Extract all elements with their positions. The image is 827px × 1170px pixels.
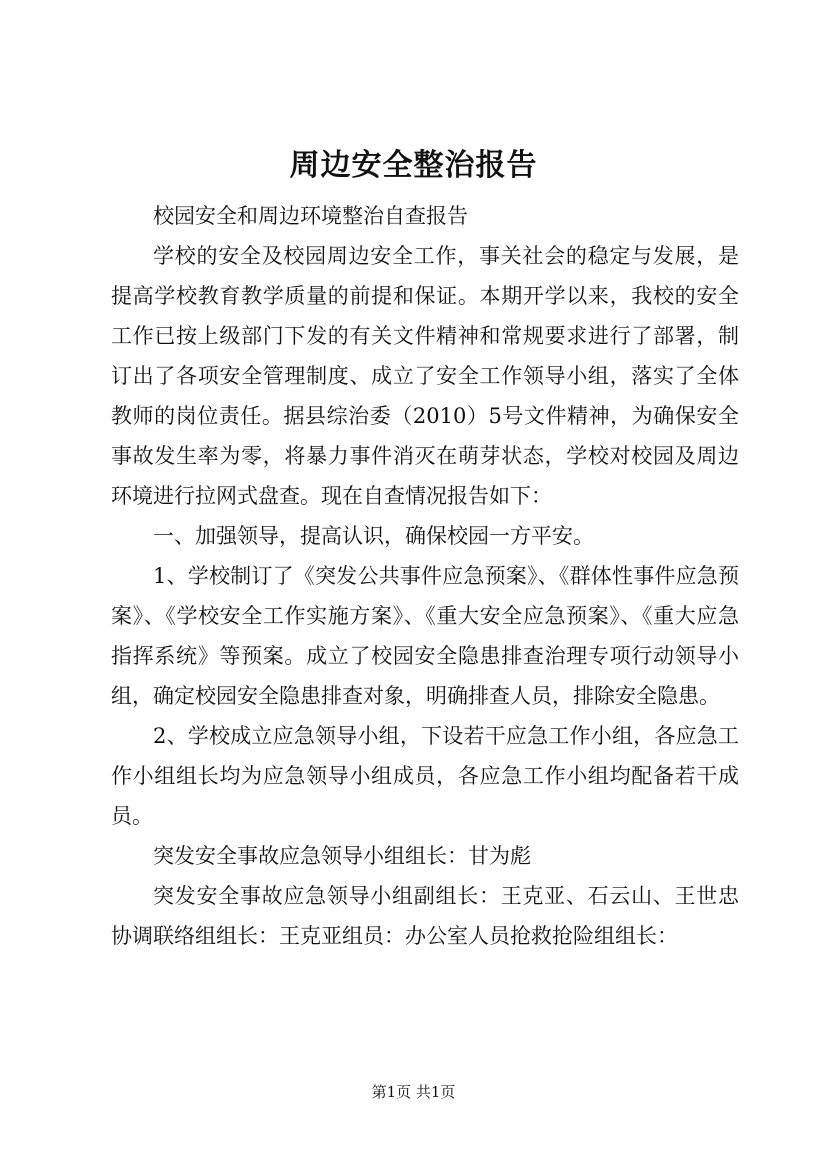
paragraph-item-2: 2、学校成立应急领导小组，下设若干应急工作小组，各应急工作小组组长均为应急领导小组成员，各应急工作小组均配备若干成员。 [111,724,739,828]
document-body [111,196,739,956]
document-title: 周边安全整治报告 [289,148,538,183]
document-subtitle: 校园安全和周边环境整治自查报告 [153,204,468,228]
paragraph-leader: 突发安全事故应急领导小组组长：甘为彪 [153,844,531,868]
section-heading-1: 一、加强领导，提高认识，确保校园一方平安。 [153,524,594,548]
paragraph-intro: 学校的安全及校园周边安全工作，事关社会的稳定与发展，是提高学校教育教学质量的前提和保证。本期开学以来，我校的安全工作已按上级部门下发的有关文件精神和常规要求进行了部署，制订出了各项安全管理制度、成立了安全工作领导小组，落实了全体教师的岗位责任。据县综治委（2010）5号文件精神，为确保安全事故发生率为零，将暴力事件消灭在萌芽状态，学校对校园及周边环境进行拉网式盘查。现在自查情况报告如下： [111,244,739,508]
page-footer: 第1页 共1页 [371,1083,456,1101]
paragraph-item-1: 1、学校制订了《突发公共事件应急预案》、《群体性事件应急预案》、《学校安全工作实施方案》、《重大安全应急预案》、《重大应急指挥系统》等预案。成立了校园安全隐患排查治理专项行动领导小组，确定校园安全隐患排查对象，明确排查人员，排除安全隐患。 [111,564,739,708]
paragraph-deputy-leaders: 突发安全事故应急领导小组副组长：王克亚、石云山、王世忠协调联络组组长：王克亚组员：办公室人员抢救抢险组组长： [111,884,739,948]
